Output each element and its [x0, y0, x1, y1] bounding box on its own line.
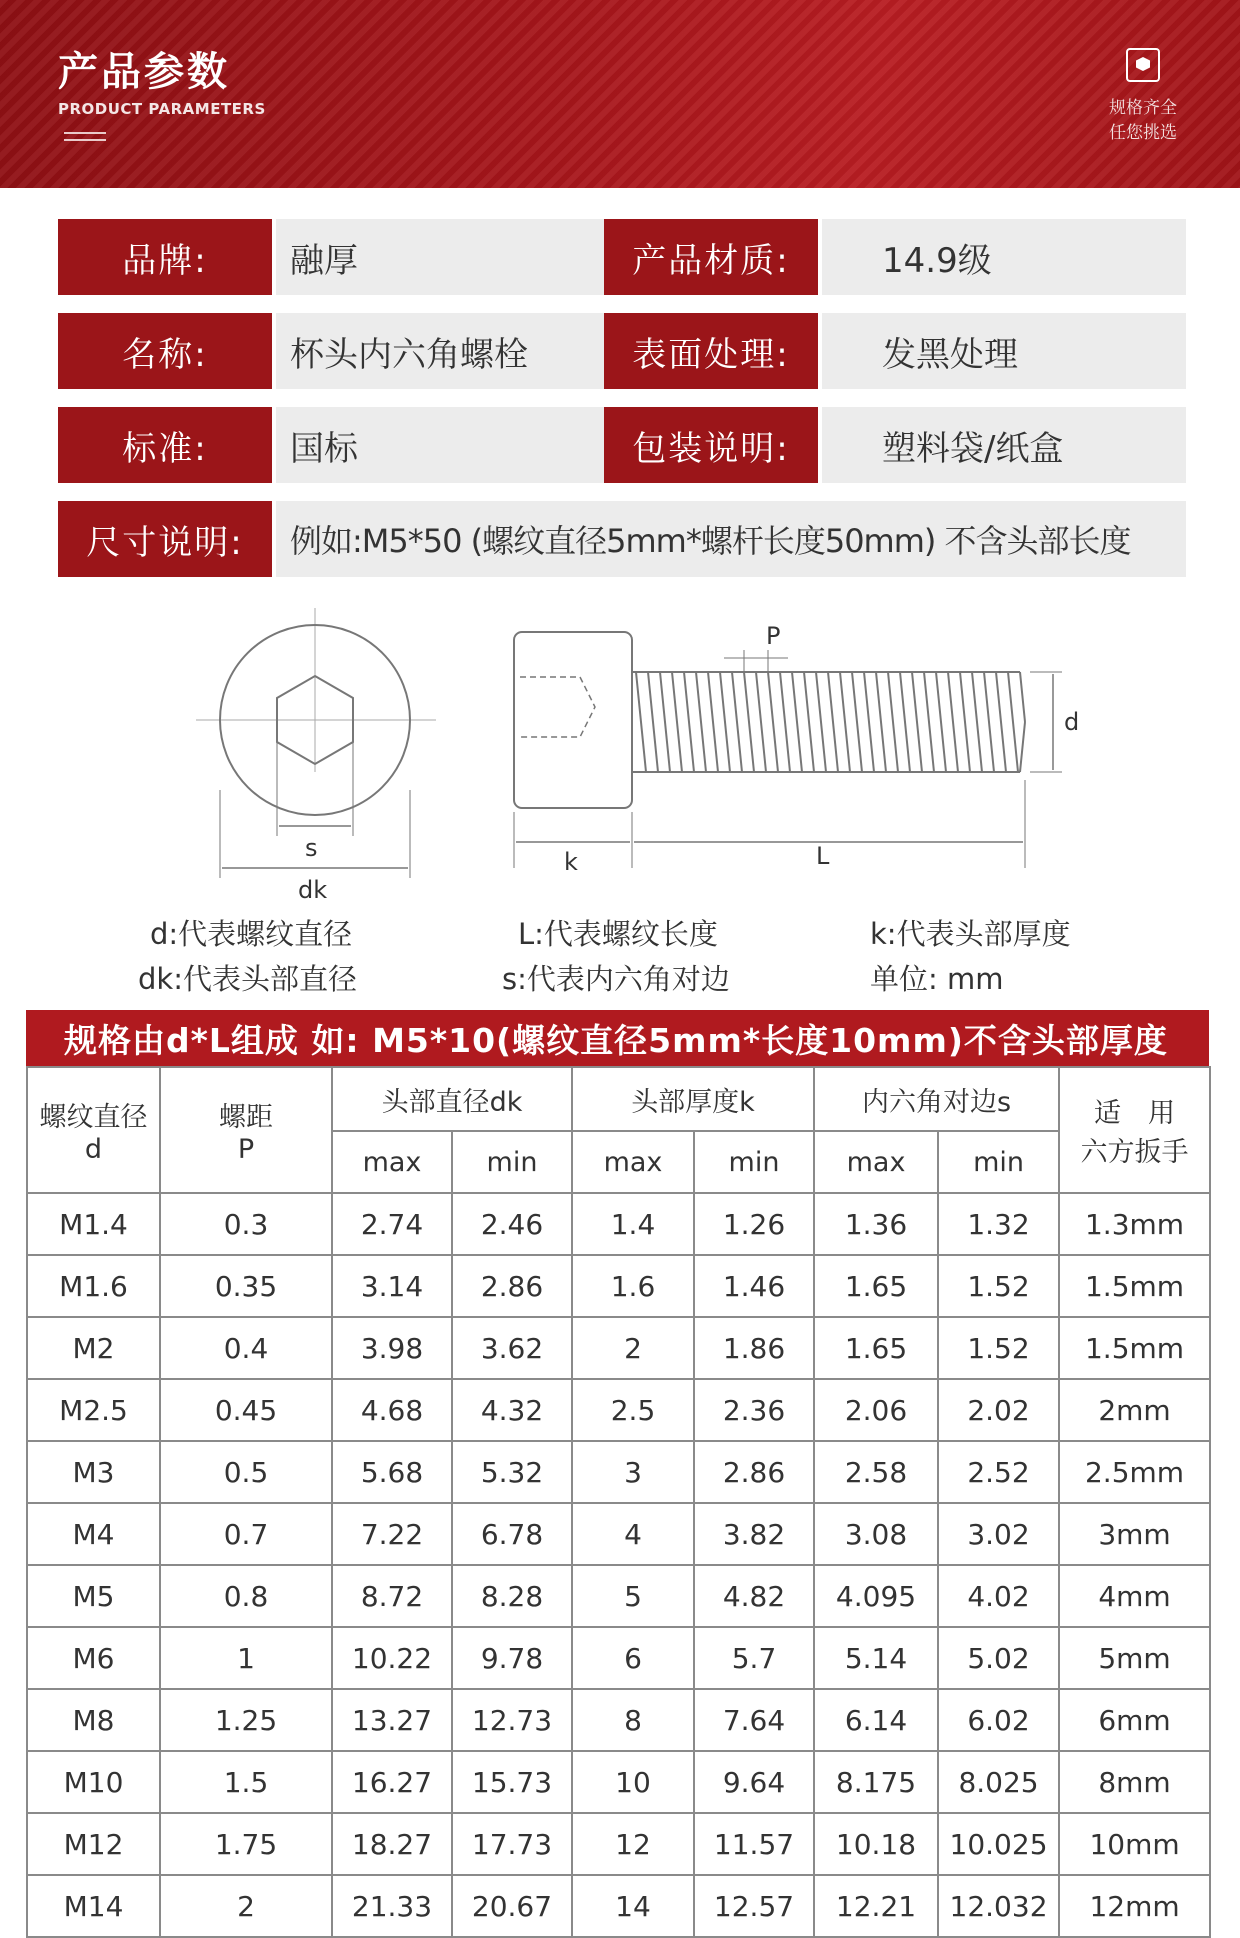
- cell-pitch-p: 0.8: [160, 1565, 332, 1627]
- cell-k-min: 12.57: [694, 1875, 814, 1937]
- cell-s-max: 1.36: [814, 1193, 938, 1255]
- cell-k-max: 3: [572, 1441, 694, 1503]
- thread-line: [864, 672, 874, 772]
- table-row: [27, 1317, 1210, 1379]
- cell-dk-max: 8.72: [332, 1565, 452, 1627]
- header-banner: [0, 0, 1240, 188]
- spec-table: [26, 1066, 1211, 1938]
- package-value: 塑料袋/纸盒: [822, 407, 1186, 483]
- cell-k-min: 2.86: [694, 1441, 814, 1503]
- cell-s-min: 3.02: [938, 1503, 1059, 1565]
- cell-pitch-p: 1.5: [160, 1751, 332, 1813]
- cell-s-min: 1.32: [938, 1193, 1059, 1255]
- label-dk: dk: [298, 876, 328, 900]
- thread-line: [768, 672, 778, 772]
- cell-k-max: 1.6: [572, 1255, 694, 1317]
- cell-k-min: 1.26: [694, 1193, 814, 1255]
- cell-k-min: 7.64: [694, 1689, 814, 1751]
- info-row-size: [58, 501, 1186, 577]
- header-hex-width: 内六角对边s: [814, 1067, 1059, 1131]
- cell-dk-min: 20.67: [452, 1875, 572, 1937]
- thread-line: [708, 672, 718, 772]
- cell-s-min: 1.52: [938, 1255, 1059, 1317]
- cell-k-max: 6: [572, 1627, 694, 1689]
- cell-dk-max: 4.68: [332, 1379, 452, 1441]
- cell-s-min: 5.02: [938, 1627, 1059, 1689]
- thread-line: [996, 672, 1006, 772]
- header-head-thickness: 头部厚度k: [572, 1067, 814, 1131]
- cell-dk-max: 21.33: [332, 1875, 452, 1937]
- header-max: max: [332, 1131, 452, 1193]
- label-d: d: [1064, 708, 1080, 736]
- table-row: [27, 1193, 1210, 1255]
- cell-s-max: 12.21: [814, 1875, 938, 1937]
- standard-label: 标准:: [58, 407, 272, 483]
- banner-slogan: [1098, 96, 1188, 146]
- header-min: min: [938, 1131, 1059, 1193]
- thread-line: [972, 672, 982, 772]
- table-row: [27, 1441, 1210, 1503]
- cell-k-min: 5.7: [694, 1627, 814, 1689]
- cell-s-min: 6.02: [938, 1689, 1059, 1751]
- label-s: s: [305, 834, 318, 862]
- cell-pitch-p: 0.45: [160, 1379, 332, 1441]
- table-row: [27, 1751, 1210, 1813]
- legend-unit: 单位: mm: [870, 962, 1004, 996]
- cell-k-max: 10: [572, 1751, 694, 1813]
- header-pitch: [160, 1067, 332, 1193]
- thread-line: [828, 672, 838, 772]
- header-min: min: [694, 1131, 814, 1193]
- table-row: [27, 1689, 1210, 1751]
- header-head-diameter: 头部直径dk: [332, 1067, 572, 1131]
- cell-pitch-p: 1: [160, 1627, 332, 1689]
- brand-value: 融厚: [276, 219, 606, 295]
- cell-k-max: 14: [572, 1875, 694, 1937]
- label-p: P: [766, 622, 781, 650]
- label-k: k: [564, 848, 578, 876]
- header-thread: [27, 1067, 160, 1193]
- cell-wrench: 6mm: [1059, 1689, 1210, 1751]
- bolt-diagram: [180, 600, 1080, 900]
- brand-label: 品牌:: [58, 219, 272, 295]
- page-title: 产品参数: [58, 49, 230, 95]
- legend-s: s:代表内六角对边: [502, 962, 730, 996]
- cell-k-min: 9.64: [694, 1751, 814, 1813]
- standard-value: 国标: [276, 407, 606, 483]
- page-subtitle: PRODUCT PARAMETERS: [58, 100, 266, 118]
- thread-line: [744, 672, 754, 772]
- header-max: max: [814, 1131, 938, 1193]
- material-value: 14.9级: [822, 219, 1186, 295]
- cell-k-min: 11.57: [694, 1813, 814, 1875]
- cell-k-max: 4: [572, 1503, 694, 1565]
- cell-dk-max: 7.22: [332, 1503, 452, 1565]
- cell-pitch-p: 0.7: [160, 1503, 332, 1565]
- label-l: L: [816, 842, 830, 870]
- cell-pitch-p: 1.75: [160, 1813, 332, 1875]
- thread-line: [684, 672, 694, 772]
- cell-k-max: 2.5: [572, 1379, 694, 1441]
- thread-line: [792, 672, 802, 772]
- cell-wrench: 1.5mm: [1059, 1317, 1210, 1379]
- cell-wrench: 2.5mm: [1059, 1441, 1210, 1503]
- header-thread-line1: 螺纹直径: [39, 1102, 148, 1133]
- cell-dk-max: 2.74: [332, 1193, 452, 1255]
- cube-icon: [1126, 48, 1160, 82]
- cell-wrench: 3mm: [1059, 1503, 1210, 1565]
- cell-s-min: 8.025: [938, 1751, 1059, 1813]
- thread-line: [1008, 672, 1018, 772]
- cell-s-max: 2.58: [814, 1441, 938, 1503]
- table-row: [27, 1379, 1210, 1441]
- header-max: max: [572, 1131, 694, 1193]
- cell-dk-min: 12.73: [452, 1689, 572, 1751]
- cell-thread-d: M1.6: [27, 1255, 160, 1317]
- cell-pitch-p: 1.25: [160, 1689, 332, 1751]
- cell-k-min: 1.46: [694, 1255, 814, 1317]
- table-row: [27, 1813, 1210, 1875]
- thread-line: [912, 672, 922, 772]
- cell-s-max: 1.65: [814, 1317, 938, 1379]
- slogan-line-2: 任您挑选: [1109, 123, 1177, 143]
- cell-s-min: 10.025: [938, 1813, 1059, 1875]
- cell-k-max: 2: [572, 1317, 694, 1379]
- cell-thread-d: M2: [27, 1317, 160, 1379]
- info-row-standard: [58, 407, 1186, 483]
- cell-s-max: 5.14: [814, 1627, 938, 1689]
- cell-k-min: 3.82: [694, 1503, 814, 1565]
- header-pitch-line2: P: [237, 1134, 255, 1165]
- cell-dk-min: 5.32: [452, 1441, 572, 1503]
- cell-k-min: 4.82: [694, 1565, 814, 1627]
- cell-dk-min: 9.78: [452, 1627, 572, 1689]
- material-label: 产品材质:: [604, 219, 818, 295]
- cell-thread-d: M2.5: [27, 1379, 160, 1441]
- cell-dk-min: 4.32: [452, 1379, 572, 1441]
- thread-line: [816, 672, 826, 772]
- header-min: min: [452, 1131, 572, 1193]
- cell-s-max: 1.65: [814, 1255, 938, 1317]
- thread-line: [960, 672, 970, 772]
- legend-k: k:代表头部厚度: [870, 917, 1071, 951]
- cell-wrench: 12mm: [1059, 1875, 1210, 1937]
- thread-lines: [636, 672, 1018, 772]
- cell-dk-min: 2.46: [452, 1193, 572, 1255]
- cell-dk-max: 5.68: [332, 1441, 452, 1503]
- cell-dk-max: 3.14: [332, 1255, 452, 1317]
- cell-k-max: 1.4: [572, 1193, 694, 1255]
- legend-d: d:代表螺纹直径: [150, 917, 353, 951]
- cell-dk-min: 3.62: [452, 1317, 572, 1379]
- info-row-name: [58, 313, 1186, 389]
- cell-dk-max: 13.27: [332, 1689, 452, 1751]
- cell-s-min: 1.52: [938, 1317, 1059, 1379]
- header-wrench-line1: 适 用: [1094, 1098, 1176, 1129]
- cell-k-max: 5: [572, 1565, 694, 1627]
- thread-line: [888, 672, 898, 772]
- surface-value: 发黑处理: [822, 313, 1186, 389]
- cell-dk-min: 6.78: [452, 1503, 572, 1565]
- cell-thread-d: M5: [27, 1565, 160, 1627]
- legend-col-3: [870, 912, 1071, 1002]
- cell-thread-d: M12: [27, 1813, 160, 1875]
- thread-line: [984, 672, 994, 772]
- cell-wrench: 2mm: [1059, 1379, 1210, 1441]
- table-row: [27, 1565, 1210, 1627]
- thread-line: [948, 672, 958, 772]
- menu-lines-icon: [64, 132, 106, 146]
- name-label: 名称:: [58, 313, 272, 389]
- thread-line: [732, 672, 742, 772]
- spec-table-title: 规格由d*L组成 如: M5*10(螺纹直径5mm*长度10mm)不含头部厚度: [26, 1010, 1209, 1066]
- cell-pitch-p: 2: [160, 1875, 332, 1937]
- cell-thread-d: M10: [27, 1751, 160, 1813]
- legend-col-2: [502, 912, 730, 1002]
- cell-dk-max: 16.27: [332, 1751, 452, 1813]
- table-row: [27, 1627, 1210, 1689]
- cell-s-min: 2.02: [938, 1379, 1059, 1441]
- cell-wrench: 1.5mm: [1059, 1255, 1210, 1317]
- cell-dk-min: 15.73: [452, 1751, 572, 1813]
- thread-line: [660, 672, 670, 772]
- thread-line: [804, 672, 814, 772]
- cell-k-max: 8: [572, 1689, 694, 1751]
- cell-wrench: 5mm: [1059, 1627, 1210, 1689]
- size-value: 例如:M5*50 (螺纹直径5mm*螺杆长度50mm) 不含头部长度: [276, 501, 1186, 577]
- cell-dk-max: 3.98: [332, 1317, 452, 1379]
- cell-dk-max: 10.22: [332, 1627, 452, 1689]
- cell-thread-d: M4: [27, 1503, 160, 1565]
- cell-s-max: 2.06: [814, 1379, 938, 1441]
- surface-label: 表面处理:: [604, 313, 818, 389]
- cell-dk-max: 18.27: [332, 1813, 452, 1875]
- thread-line: [756, 672, 766, 772]
- table-row: [27, 1503, 1210, 1565]
- cell-k-min: 1.86: [694, 1317, 814, 1379]
- thread-line: [780, 672, 790, 772]
- cell-wrench: 1.3mm: [1059, 1193, 1210, 1255]
- size-label: 尺寸说明:: [58, 501, 272, 577]
- thread-line: [636, 672, 646, 772]
- cell-pitch-p: 0.4: [160, 1317, 332, 1379]
- cell-s-max: 10.18: [814, 1813, 938, 1875]
- header-wrench-line2: 六方扳手: [1080, 1137, 1189, 1168]
- cell-pitch-p: 0.35: [160, 1255, 332, 1317]
- table-row: [27, 1255, 1210, 1317]
- cell-s-min: 2.52: [938, 1441, 1059, 1503]
- table-row: [27, 1875, 1210, 1937]
- cell-s-min: 4.02: [938, 1565, 1059, 1627]
- slogan-line-1: 规格齐全: [1109, 98, 1177, 118]
- cell-wrench: 8mm: [1059, 1751, 1210, 1813]
- cell-dk-min: 8.28: [452, 1565, 572, 1627]
- cell-s-max: 3.08: [814, 1503, 938, 1565]
- cell-s-max: 6.14: [814, 1689, 938, 1751]
- cell-wrench: 10mm: [1059, 1813, 1210, 1875]
- cell-k-max: 12: [572, 1813, 694, 1875]
- thread-line: [876, 672, 886, 772]
- cell-s-max: 8.175: [814, 1751, 938, 1813]
- cell-s-max: 4.095: [814, 1565, 938, 1627]
- name-value: 杯头内六角螺栓: [276, 313, 606, 389]
- cell-dk-min: 2.86: [452, 1255, 572, 1317]
- thread-line: [900, 672, 910, 772]
- info-row-brand: [58, 219, 1186, 295]
- header-thread-line2: d: [84, 1134, 103, 1165]
- cell-thread-d: M1.4: [27, 1193, 160, 1255]
- legend-l: L:代表螺纹长度: [518, 917, 718, 951]
- thread-line: [672, 672, 682, 772]
- thread-line: [840, 672, 850, 772]
- thread-line: [720, 672, 730, 772]
- thread-line: [852, 672, 862, 772]
- cell-wrench: 4mm: [1059, 1565, 1210, 1627]
- cell-thread-d: M14: [27, 1875, 160, 1937]
- cell-thread-d: M8: [27, 1689, 160, 1751]
- cell-dk-min: 17.73: [452, 1813, 572, 1875]
- cell-s-min: 12.032: [938, 1875, 1059, 1937]
- head-side-rect: [514, 632, 632, 808]
- header-wrench: [1059, 1067, 1210, 1193]
- cell-pitch-p: 0.5: [160, 1441, 332, 1503]
- header-pitch-line1: 螺距: [219, 1102, 273, 1133]
- cell-pitch-p: 0.3: [160, 1193, 332, 1255]
- cell-k-min: 2.36: [694, 1379, 814, 1441]
- cell-thread-d: M6: [27, 1627, 160, 1689]
- thread-line: [696, 672, 706, 772]
- legend-dk: dk:代表头部直径: [138, 962, 357, 996]
- thread-line: [924, 672, 934, 772]
- package-label: 包装说明:: [604, 407, 818, 483]
- cell-thread-d: M3: [27, 1441, 160, 1503]
- legend-col-1: [138, 912, 357, 1002]
- thread-line: [648, 672, 658, 772]
- thread-line: [936, 672, 946, 772]
